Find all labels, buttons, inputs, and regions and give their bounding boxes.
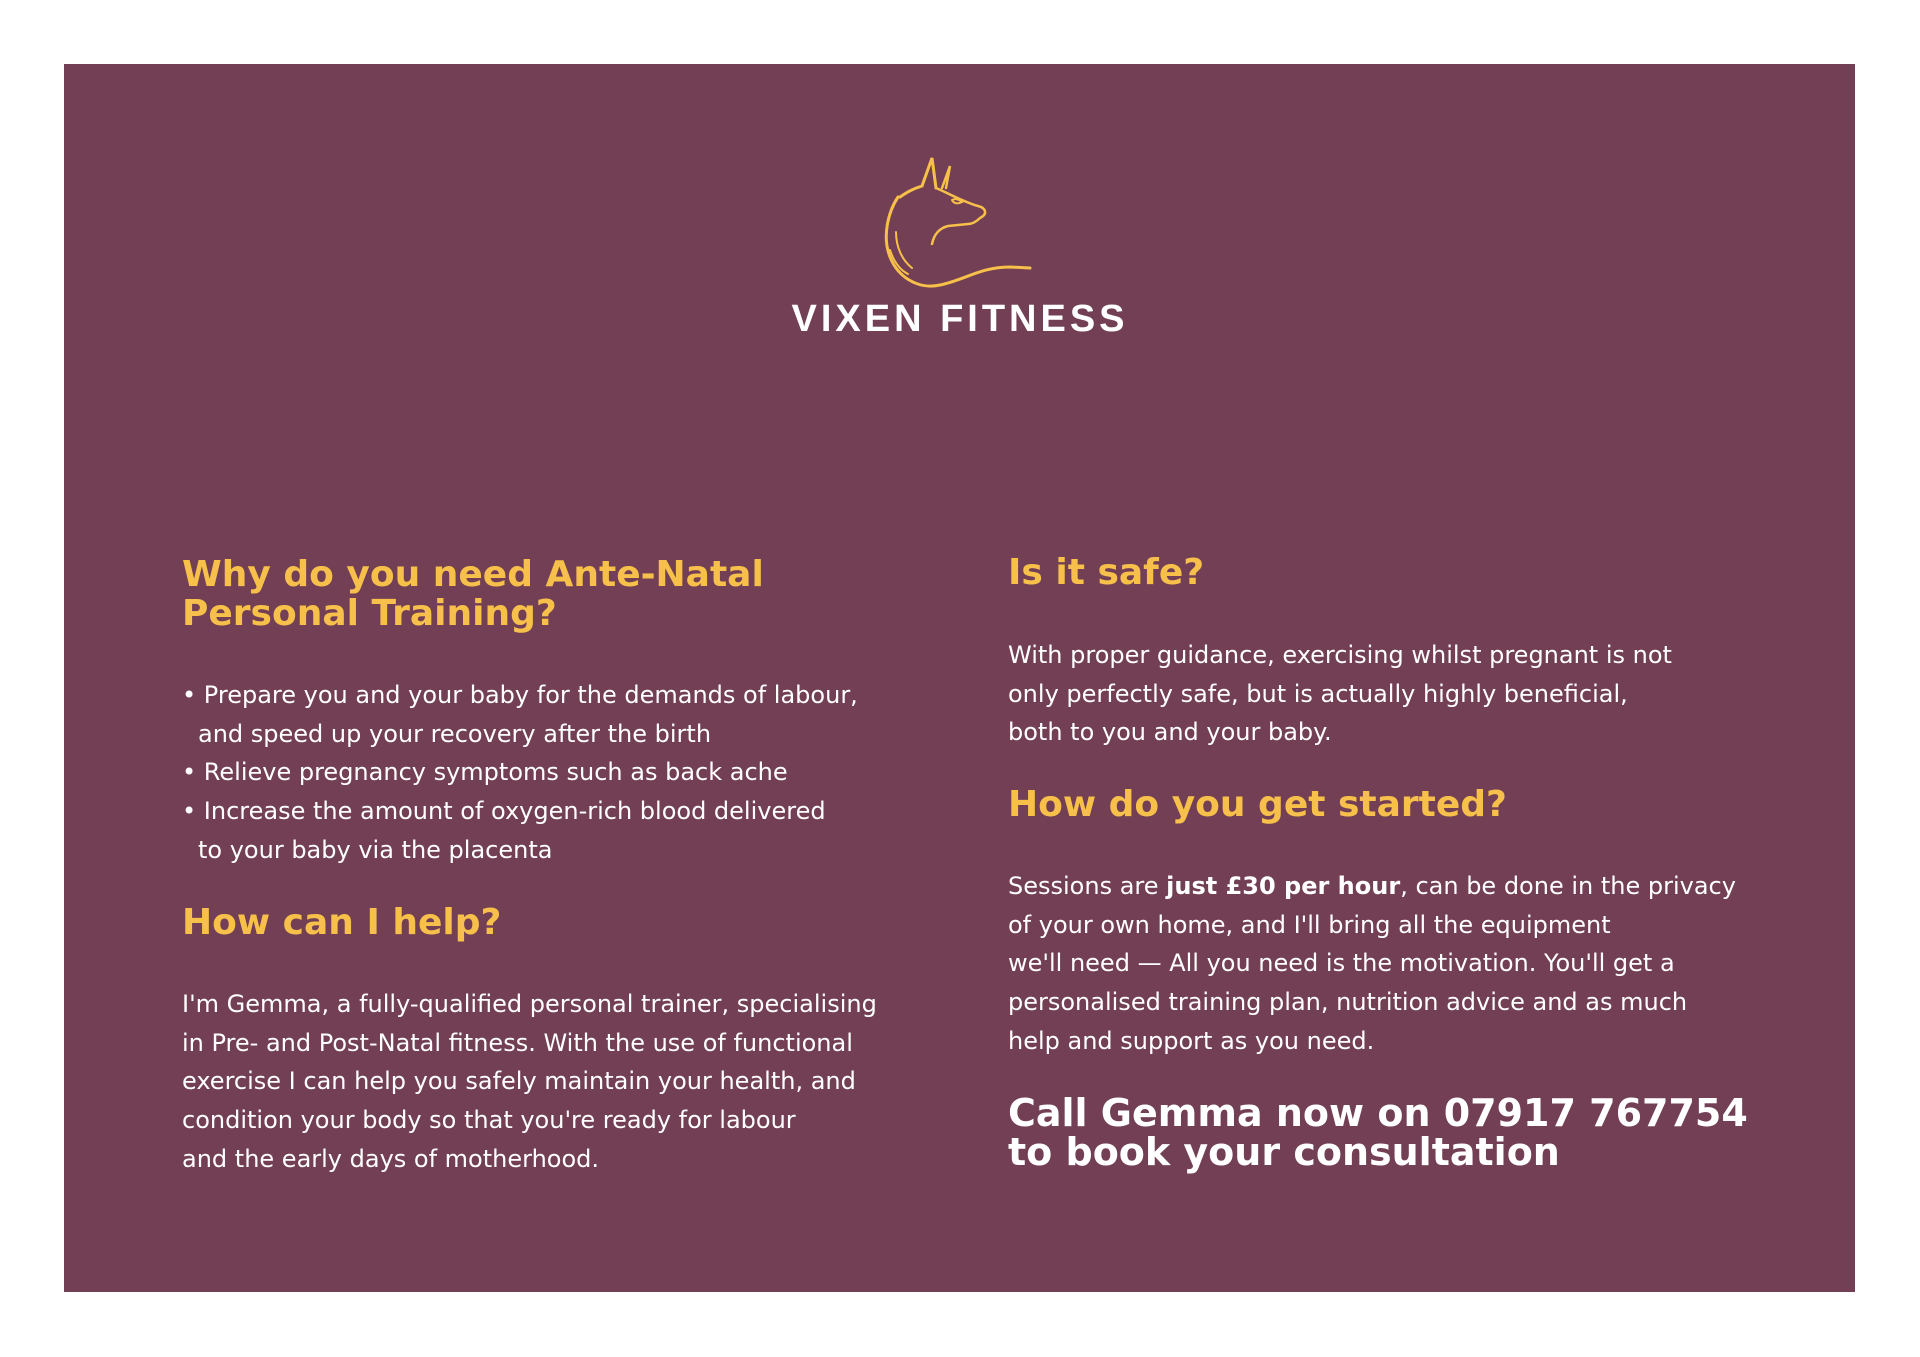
heading-how-can-i-help: How can I help?: [182, 902, 502, 943]
list-item: • Relieve pregnancy symptoms such as back ache: [182, 753, 858, 792]
safety-paragraph: With proper guidance, exercising whilst pregnant is not only perfectly safe, but is actually highly beneficial, both to you and your baby.: [1008, 641, 1672, 747]
list-item: • Prepare you and your baby for the demands of labour, and speed up your recovery after the birth: [182, 676, 858, 753]
heading-line: Personal Training?: [182, 593, 557, 634]
pricing-paragraph: Sessions are just £30 per hour, can be done in the privacy of your own home, and I'll bring all the equipment we'll need — All you need is the motivation. You'll get a personalised training plan, nutrition advice and as much help and support as you need.: [1008, 872, 1736, 1055]
about-paragraph: I'm Gemma, a fully-qualified personal trainer, specialising in Pre- and Post-Natal fitness. With the use of functional exercise I can help you safely maintain your health, and condition your body so that you're ready for labour and the early days of motherhood.: [182, 990, 877, 1173]
brand-name: VIXEN FITNESS: [791, 298, 1129, 340]
heading-get-started: How do you get started?: [1008, 784, 1507, 825]
call-to-action: [1008, 1091, 1748, 1174]
benefits-list: [182, 676, 858, 870]
list-item: • Increase the amount of oxygen-rich blood delivered to your baby via the placenta: [182, 792, 858, 869]
heading-why-ante-natal: [182, 555, 764, 633]
call-line: to book your consultation: [1008, 1130, 1560, 1174]
fox-head-icon: [880, 152, 1050, 292]
heading-line: Why do you need Ante-Natal: [182, 554, 764, 595]
heading-is-it-safe: Is it safe?: [1008, 552, 1205, 593]
call-line: Call Gemma now on 07917 767754: [1008, 1091, 1748, 1135]
price-highlight: just £30 per hour: [1166, 872, 1401, 900]
